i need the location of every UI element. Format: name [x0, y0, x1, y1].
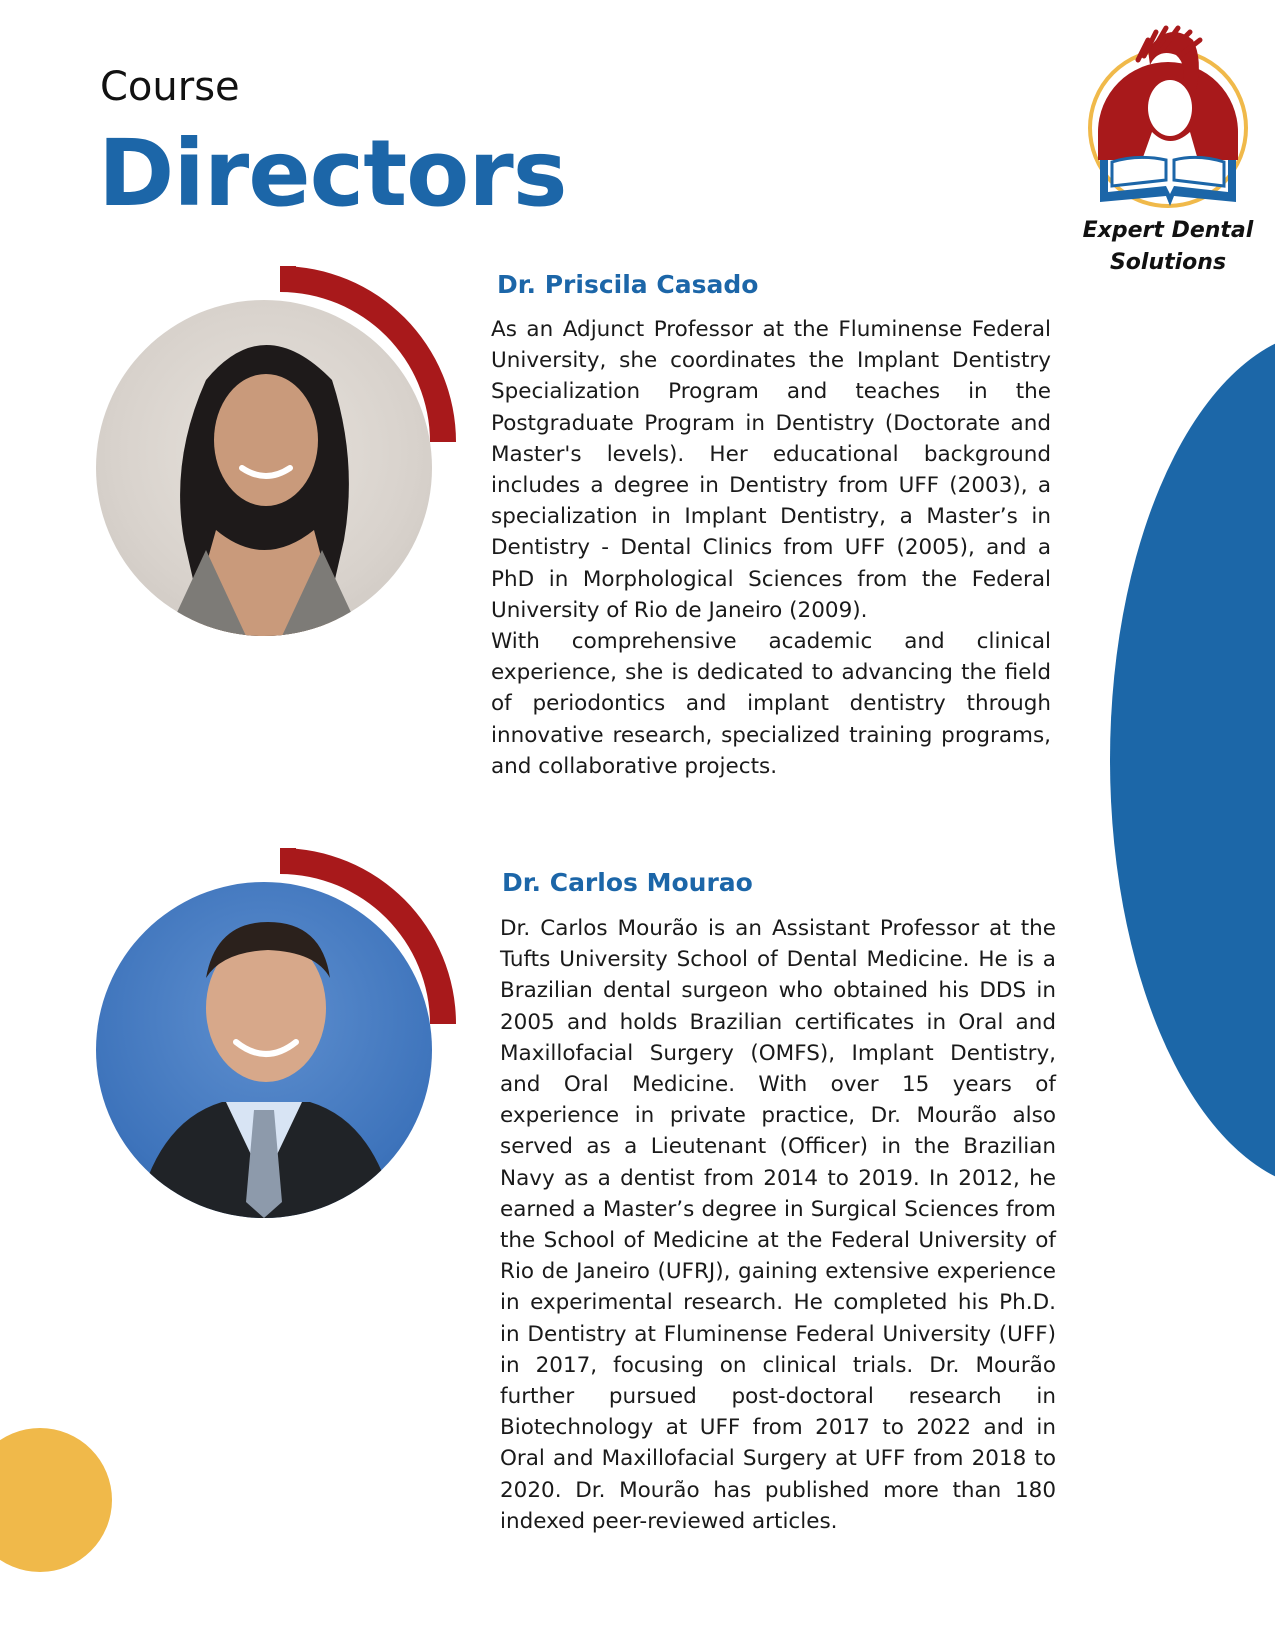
director-name-priscila: Dr. Priscila Casado: [497, 270, 759, 299]
page-subtitle: Course: [100, 64, 240, 110]
blue-arc-decoration: [1110, 330, 1275, 1190]
bio-paragraph: As an Adjunct Professor at the Fluminense Federal University, she coordinates the Implant Dentistry Specialization Program and teaches in the Postgraduate Program in Dentistry (Doctorate and Master's levels). Her educational background includes a degree in Dentistry from UFF (2003), a specialization in Implant Dentistry, a Master’s in Dentistry - Dental Clinics from UFF (2005), and a PhD in Morphological Sciences from the Federal University of Rio de Janeiro (2009).: [491, 317, 1051, 623]
brand-logo: [1078, 20, 1258, 280]
bio-paragraph: With comprehensive academic and clinical experience, she is dedicated to advancing the field of periodontics and implant dentistry through innovative research, specialized training programs, and collaborative projects.: [491, 629, 1051, 779]
bio-paragraph: Dr. Carlos Mourão is an Assistant Professor at the Tufts University School of Dental Medicine. He is a Brazilian dental surgeon who obtained his DDS in 2005 and holds Brazilian certificates in Oral and Maxillofacial Surgery (OMFS), Implant Dentistry, and Oral Medicine. With over 15 years of experience in private practice, Dr. Mourão also served as a Lieutenant (Officer) in the Brazilian Navy as a dentist from 2014 to 2019. In 2012, he earned a Master’s degree in Surgical Sciences from the School of Medicine at the Federal University of Rio de Janeiro (UFRJ), gaining extensive experience in experimental research. He completed his Ph.D. in Dentistry at Fluminense Federal University (UFF) in 2017, focusing on clinical trials. Dr. Mourão further pursued post-doctoral research in Biotechnology at UFF from 2017 to 2022 and in Oral and Maxillofacial Surgery at UFF from 2018 to 2020. Dr. Mourão has published more than 180 indexed peer-reviewed articles.: [500, 916, 1056, 1534]
director-bio-carlos: [500, 913, 1056, 1537]
person-portrait-icon: [96, 882, 432, 1218]
director-name-carlos: Dr. Carlos Mourao: [502, 868, 753, 897]
logo-text-line1: Expert Dental: [1082, 218, 1254, 243]
person-portrait-icon: [96, 300, 432, 636]
greek-helmet-book-logo-icon: [1078, 20, 1258, 220]
director-bio-priscila: [491, 314, 1051, 782]
page-title: Directors: [98, 120, 567, 227]
yellow-circle-decoration: [0, 1428, 112, 1572]
portrait-priscila-casado: [96, 300, 432, 636]
logo-text-line2: Solutions: [1109, 250, 1227, 275]
portrait-carlos-mourao: [96, 882, 432, 1218]
